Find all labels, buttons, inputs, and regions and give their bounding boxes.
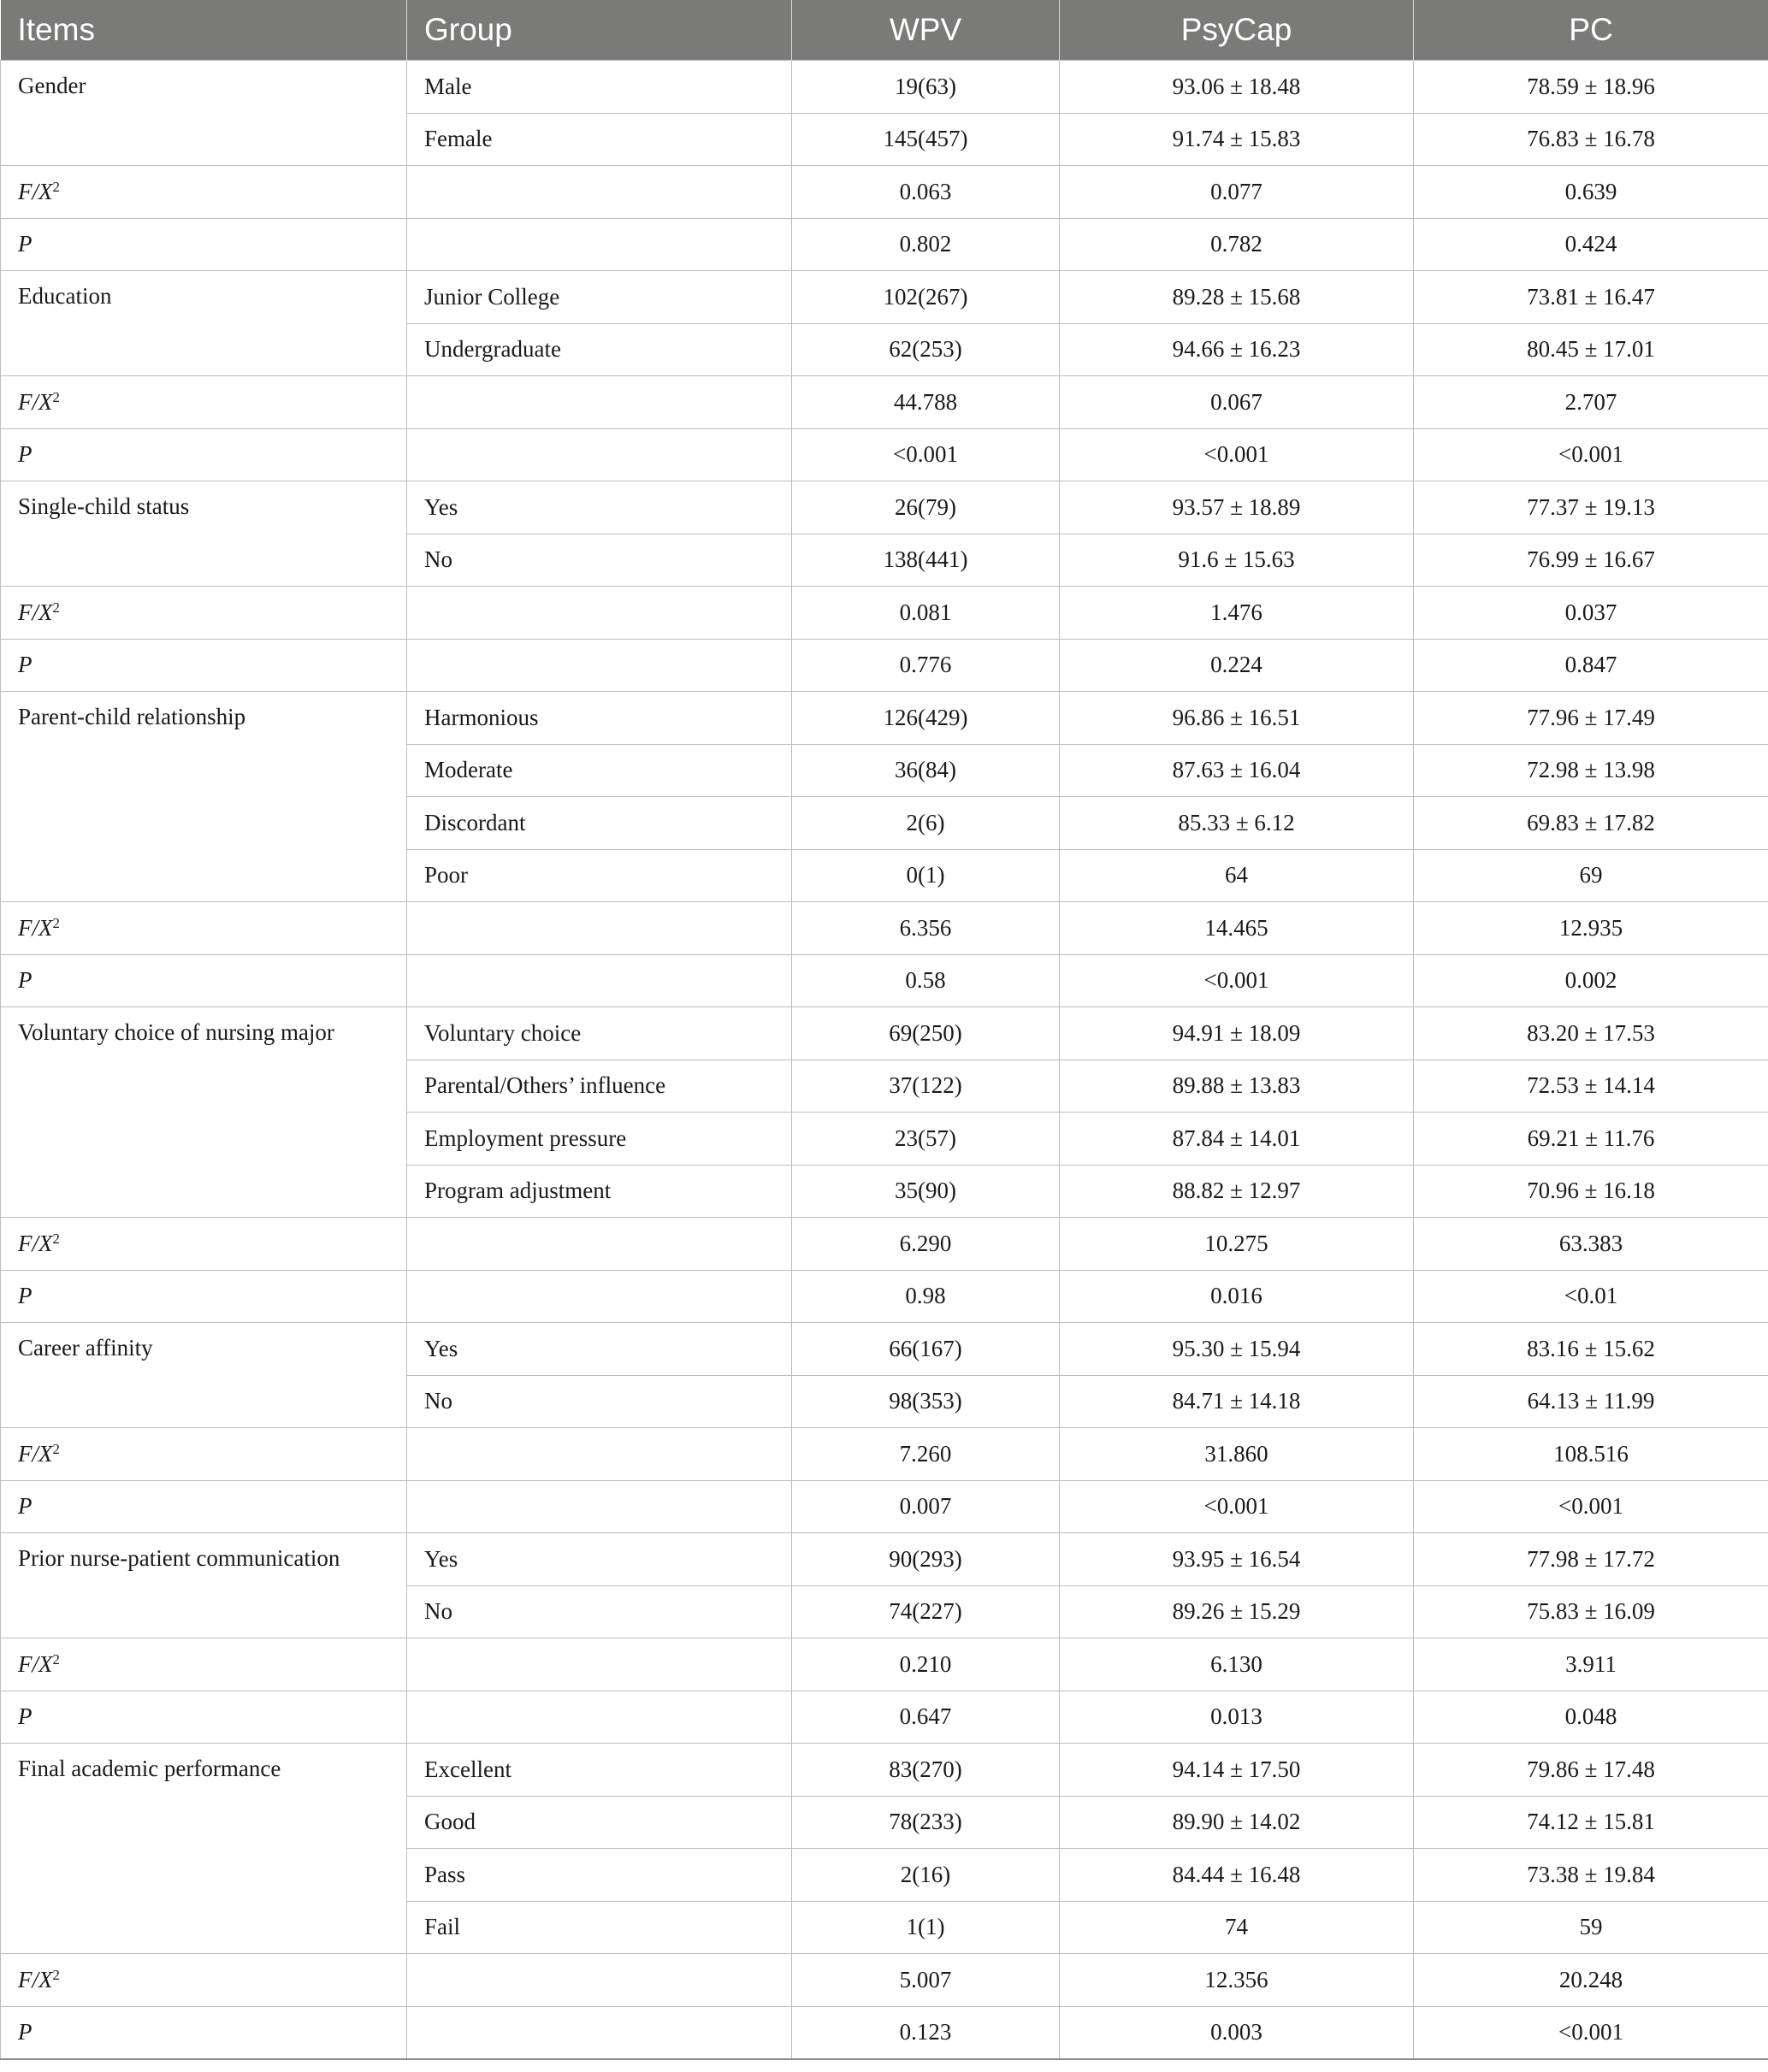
psycap-value: 85.33 ± 6.12 [1060,797,1414,850]
empty-group-cell [407,1691,792,1744]
psycap-value: 96.86 ± 16.51 [1060,692,1414,745]
wpv-value: 35(90) [792,1165,1060,1218]
p-value-wpv: 0.98 [792,1270,1060,1323]
f-stat-label [1,166,407,219]
psycap-value: 84.71 ± 14.18 [1060,1375,1414,1428]
group-label: Good [407,1796,792,1849]
wpv-value: 37(122) [792,1060,1060,1113]
empty-group-cell [407,954,792,1007]
wpv-value: 36(84) [792,744,1060,797]
group-label: Parental/Others’ influence [407,1060,792,1113]
item-label: Education [1,271,407,376]
wpv-value: 90(293) [792,1533,1060,1586]
empty-group-cell [407,218,792,271]
group-label: Fail [407,1901,792,1954]
f-stat-wpv: 0.081 [792,587,1060,640]
f-stat-row [1,1428,1768,1481]
pc-value: 73.81 ± 16.47 [1414,271,1768,324]
group-label: Moderate [407,744,792,797]
p-value-row [1,1270,1768,1323]
f-stat-wpv: 7.260 [792,1428,1060,1481]
f-stat-label-superscript: 2 [52,1650,60,1668]
pc-value: 80.45 ± 17.01 [1414,323,1768,376]
wpv-value: 66(167) [792,1323,1060,1376]
wpv-value: 62(253) [792,323,1060,376]
p-value-pc: <0.01 [1414,1270,1768,1323]
psycap-value: 87.63 ± 16.04 [1060,744,1414,797]
empty-group-cell [407,428,792,481]
pc-value: 70.96 ± 16.18 [1414,1165,1768,1218]
psycap-value: 95.30 ± 15.94 [1060,1323,1414,1376]
psycap-value: 91.6 ± 15.63 [1060,534,1414,587]
f-stat-psycap: 14.465 [1060,902,1414,955]
pc-value: 72.53 ± 14.14 [1414,1060,1768,1113]
table-row [1,481,1768,534]
header-wpv: WPV [792,0,1060,61]
f-stat-label [1,902,407,955]
empty-group-cell [407,639,792,692]
f-stat-label-superscript: 2 [52,1230,60,1247]
wpv-value: 69(250) [792,1007,1060,1060]
f-stat-label-base: F/X [18,388,53,415]
item-label: Final academic performance [1,1744,407,1954]
psycap-value: 87.84 ± 14.01 [1060,1113,1414,1166]
wpv-value: 102(267) [792,271,1060,324]
f-stat-label [1,1428,407,1481]
f-stat-pc: 12.935 [1414,902,1768,955]
p-value-label: P [1,2006,407,2059]
header-items: Items [1,0,407,61]
psycap-value: 94.66 ± 16.23 [1060,323,1414,376]
f-stat-label-superscript: 2 [52,599,60,616]
wpv-value: 19(63) [792,61,1060,114]
f-stat-wpv: 6.356 [792,902,1060,955]
pc-value: 64.13 ± 11.99 [1414,1375,1768,1428]
f-stat-label-base: F/X [18,1966,53,1992]
p-value-row [1,428,1768,481]
group-label: Poor [407,849,792,902]
group-label: No [407,534,792,587]
empty-group-cell [407,166,792,219]
pc-value: 69 [1414,849,1768,902]
empty-group-cell [407,1638,792,1691]
p-value-psycap: 0.016 [1060,1270,1414,1323]
psycap-value: 93.57 ± 18.89 [1060,481,1414,534]
item-label: Gender [1,61,407,166]
item-label: Single-child status [1,481,407,587]
pc-value: 73.38 ± 19.84 [1414,1849,1768,1902]
f-stat-pc: 2.707 [1414,376,1768,429]
f-stat-psycap: 6.130 [1060,1638,1414,1691]
psycap-value: 91.74 ± 15.83 [1060,113,1414,166]
f-stat-wpv: 6.290 [792,1218,1060,1271]
psycap-value: 89.90 ± 14.02 [1060,1796,1414,1849]
f-stat-label [1,1954,407,2007]
empty-group-cell [407,1480,792,1533]
f-stat-label-base: F/X [18,178,53,204]
psycap-value: 94.91 ± 18.09 [1060,1007,1414,1060]
pc-value: 83.20 ± 17.53 [1414,1007,1768,1060]
wpv-value: 145(457) [792,113,1060,166]
f-stat-label-superscript: 2 [52,388,60,405]
p-value-pc: <0.001 [1414,428,1768,481]
p-value-psycap: 0.224 [1060,639,1414,692]
pc-value: 77.96 ± 17.49 [1414,692,1768,745]
p-value-wpv: 0.123 [792,2006,1060,2059]
pc-value: 77.98 ± 17.72 [1414,1533,1768,1586]
f-stat-label [1,1638,407,1691]
psycap-value: 93.06 ± 18.48 [1060,61,1414,114]
f-stat-pc: 108.516 [1414,1428,1768,1481]
f-stat-wpv: 0.210 [792,1638,1060,1691]
item-label: Career affinity [1,1323,407,1428]
pc-value: 77.37 ± 19.13 [1414,481,1768,534]
wpv-value: 138(441) [792,534,1060,587]
item-label: Voluntary choice of nursing major [1,1007,407,1218]
p-value-psycap: <0.001 [1060,428,1414,481]
p-value-wpv: 0.776 [792,639,1060,692]
group-label: Discordant [407,797,792,850]
pc-value: 69.21 ± 11.76 [1414,1113,1768,1166]
p-value-row [1,639,1768,692]
p-value-wpv: 0.647 [792,1691,1060,1744]
f-stat-pc: 0.639 [1414,166,1768,219]
f-stat-wpv: 5.007 [792,1954,1060,2007]
group-label: Junior College [407,271,792,324]
f-stat-row [1,1638,1768,1691]
pc-value: 59 [1414,1901,1768,1954]
f-stat-label-superscript: 2 [52,178,60,195]
p-value-pc: <0.001 [1414,1480,1768,1533]
empty-group-cell [407,902,792,955]
f-stat-row [1,1954,1768,2007]
empty-group-cell [407,2006,792,2059]
table-row [1,1533,1768,1586]
f-stat-label [1,1218,407,1271]
pc-value: 69.83 ± 17.82 [1414,797,1768,850]
f-stat-psycap: 10.275 [1060,1218,1414,1271]
f-stat-pc: 3.911 [1414,1638,1768,1691]
group-label: Excellent [407,1744,792,1797]
p-value-pc: 0.048 [1414,1691,1768,1744]
pc-value: 83.16 ± 15.62 [1414,1323,1768,1376]
empty-group-cell [407,1954,792,2007]
f-stat-row [1,376,1768,429]
group-label: Program adjustment [407,1165,792,1218]
empty-group-cell [407,1428,792,1481]
f-stat-pc: 20.248 [1414,1954,1768,2007]
p-value-label: P [1,1691,407,1744]
item-label: Parent-child relationship [1,692,407,902]
empty-group-cell [407,1270,792,1323]
wpv-value: 78(233) [792,1796,1060,1849]
table-row [1,1007,1768,1060]
f-stat-row [1,587,1768,640]
psycap-value: 89.26 ± 15.29 [1060,1585,1414,1638]
p-value-row [1,218,1768,271]
psycap-value: 89.28 ± 15.68 [1060,271,1414,324]
group-label: Pass [407,1849,792,1902]
f-stat-wpv: 0.063 [792,166,1060,219]
group-label: Voluntary choice [407,1007,792,1060]
group-label: No [407,1585,792,1638]
f-stat-row [1,1218,1768,1271]
wpv-value: 83(270) [792,1744,1060,1797]
f-stat-psycap: 12.356 [1060,1954,1414,2007]
wpv-value: 26(79) [792,481,1060,534]
p-value-psycap: 0.782 [1060,218,1414,271]
table-row [1,692,1768,745]
wpv-value: 0(1) [792,849,1060,902]
pc-value: 76.83 ± 16.78 [1414,113,1768,166]
f-stat-label-superscript: 2 [52,1440,60,1457]
psycap-value: 64 [1060,849,1414,902]
group-label: Undergraduate [407,323,792,376]
p-value-psycap: 0.013 [1060,1691,1414,1744]
f-stat-row [1,902,1768,955]
wpv-value: 126(429) [792,692,1060,745]
f-stat-wpv: 44.788 [792,376,1060,429]
p-value-pc: <0.001 [1414,2006,1768,2059]
p-value-label: P [1,428,407,481]
psycap-value: 94.14 ± 17.50 [1060,1744,1414,1797]
f-stat-label-base: F/X [18,1230,53,1256]
f-stat-label-base: F/X [18,914,53,941]
f-stat-psycap: 1.476 [1060,587,1414,640]
wpv-value: 2(6) [792,797,1060,850]
psycap-value: 89.88 ± 13.83 [1060,1060,1414,1113]
group-label: Male [407,61,792,114]
group-label: Yes [407,481,792,534]
f-stat-label-superscript: 2 [52,914,60,931]
group-label: Harmonious [407,692,792,745]
f-stat-row [1,166,1768,219]
p-value-label: P [1,954,407,1007]
f-stat-pc: 63.383 [1414,1218,1768,1271]
table-body [1,61,1768,2060]
p-value-label: P [1,1480,407,1533]
f-stat-label-base: F/X [18,1440,53,1467]
p-value-row [1,1480,1768,1533]
p-value-pc: 0.002 [1414,954,1768,1007]
header-psycap: PsyCap [1060,0,1414,61]
p-value-psycap: <0.001 [1060,1480,1414,1533]
f-stat-label [1,376,407,429]
f-stat-label [1,587,407,640]
p-value-wpv: 0.58 [792,954,1060,1007]
empty-group-cell [407,1218,792,1271]
table-row [1,1323,1768,1376]
p-value-psycap: 0.003 [1060,2006,1414,2059]
pc-value: 75.83 ± 16.09 [1414,1585,1768,1638]
header-pc: PC [1414,0,1768,61]
table-row [1,1744,1768,1797]
p-value-wpv: <0.001 [792,428,1060,481]
psycap-value: 74 [1060,1901,1414,1954]
f-stat-pc: 0.037 [1414,587,1768,640]
p-value-wpv: 0.007 [792,1480,1060,1533]
p-value-pc: 0.424 [1414,218,1768,271]
group-label: Female [407,113,792,166]
header-group: Group [407,0,792,61]
pc-value: 76.99 ± 16.67 [1414,534,1768,587]
header-row [1,0,1768,61]
p-value-row [1,2006,1768,2059]
wpv-value: 2(16) [792,1849,1060,1902]
group-label: Yes [407,1533,792,1586]
psycap-value: 88.82 ± 12.97 [1060,1165,1414,1218]
pc-value: 79.86 ± 17.48 [1414,1744,1768,1797]
p-value-row [1,954,1768,1007]
table-row [1,271,1768,324]
f-stat-label-base: F/X [18,1650,53,1677]
f-stat-label-base: F/X [18,599,53,625]
group-label: No [407,1375,792,1428]
wpv-value: 23(57) [792,1113,1060,1166]
wpv-value: 98(353) [792,1375,1060,1428]
p-value-psycap: <0.001 [1060,954,1414,1007]
p-value-label: P [1,1270,407,1323]
table-row [1,61,1768,114]
wpv-value: 74(227) [792,1585,1060,1638]
p-value-label: P [1,218,407,271]
pc-value: 78.59 ± 18.96 [1414,61,1768,114]
pc-value: 72.98 ± 13.98 [1414,744,1768,797]
p-value-label: P [1,639,407,692]
pc-value: 74.12 ± 15.81 [1414,1796,1768,1849]
f-stat-psycap: 0.067 [1060,376,1414,429]
wpv-value: 1(1) [792,1901,1060,1954]
group-label: Yes [407,1323,792,1376]
f-stat-psycap: 31.860 [1060,1428,1414,1481]
item-label: Prior nurse-patient communication [1,1533,407,1638]
empty-group-cell [407,376,792,429]
group-label: Employment pressure [407,1113,792,1166]
f-stat-psycap: 0.077 [1060,166,1414,219]
f-stat-label-superscript: 2 [52,1966,60,1983]
psycap-value: 93.95 ± 16.54 [1060,1533,1414,1586]
empty-group-cell [407,587,792,640]
psycap-value: 84.44 ± 16.48 [1060,1849,1414,1902]
p-value-pc: 0.847 [1414,639,1768,692]
p-value-row [1,1691,1768,1744]
p-value-wpv: 0.802 [792,218,1060,271]
